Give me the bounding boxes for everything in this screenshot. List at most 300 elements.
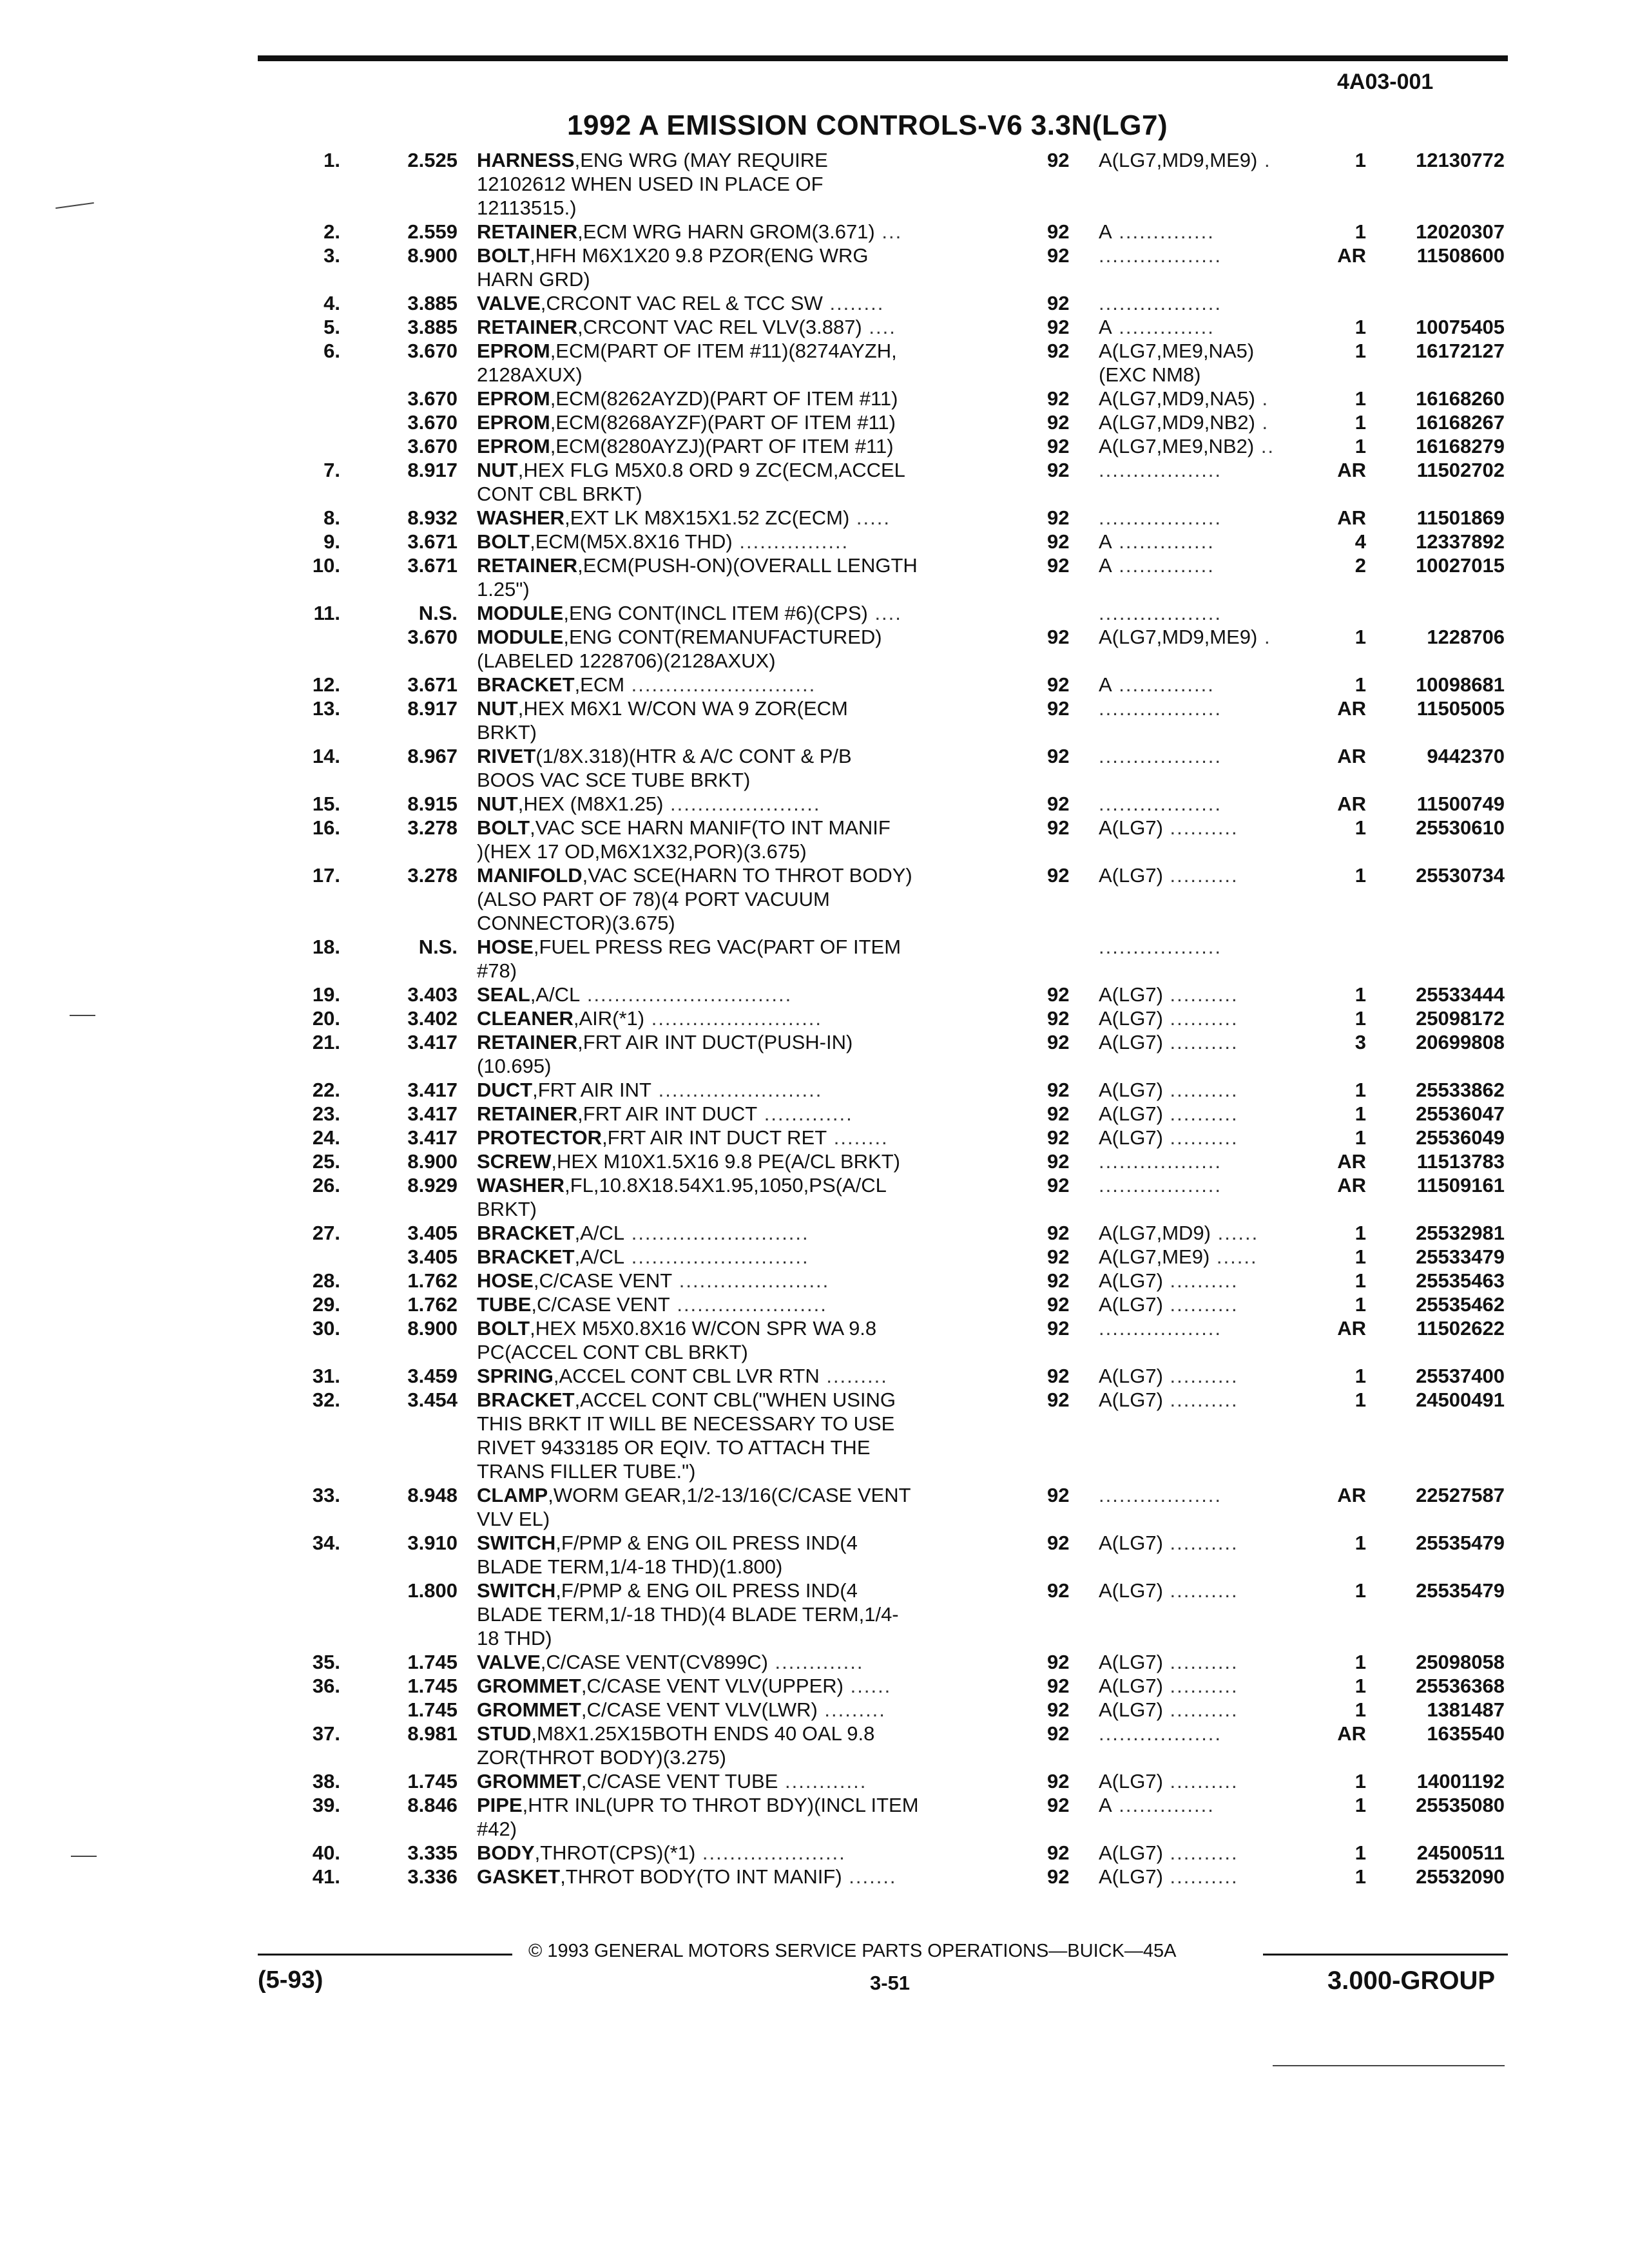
- leader-dots: ..............................: [580, 983, 793, 1006]
- part-row: [0, 1149, 1629, 1173]
- group-number: 3.417: [407, 1031, 458, 1053]
- part-number: 25530734: [1416, 864, 1505, 887]
- quantity: 1: [1354, 149, 1366, 171]
- description: [477, 1173, 1005, 1197]
- quantity: AR: [1337, 459, 1366, 481]
- description-text: (1/8X.318)(HTR & A/C CONT & P/B: [535, 745, 852, 767]
- leader-dots: .............: [757, 1102, 853, 1125]
- description: [477, 720, 1005, 744]
- part-row: [0, 220, 1629, 244]
- series-code: [1099, 315, 1311, 339]
- part-row: [0, 315, 1629, 339]
- group-number: 3.670: [407, 340, 458, 362]
- model-year: 92: [1047, 816, 1070, 839]
- model-year: 92: [1047, 1841, 1070, 1864]
- model-year: 92: [1047, 1722, 1070, 1745]
- series-text: (EXC NM8): [1099, 363, 1201, 386]
- item-number: 17.: [312, 864, 340, 887]
- group-number: 3.417: [407, 1102, 458, 1125]
- description-text: ,C/CASE VENT: [531, 1293, 670, 1316]
- series-code: [1099, 697, 1311, 720]
- series-text: A(LG7,ME9,NA5): [1099, 340, 1255, 362]
- part-name: SWITCH: [477, 1579, 556, 1602]
- description-text: ,ENG WRG (MAY REQUIRE: [574, 149, 828, 171]
- group-number: 1.745: [407, 1651, 458, 1673]
- part-number: 11513783: [1416, 1150, 1505, 1173]
- continuation-line: [0, 649, 1629, 673]
- description: [477, 768, 1005, 792]
- series-code: [1099, 816, 1311, 840]
- part-number: 16168260: [1416, 387, 1505, 410]
- item-number: 35.: [312, 1651, 340, 1673]
- part-row: [0, 1388, 1629, 1412]
- group-number: N.S.: [418, 936, 458, 958]
- description-text: (10.695): [477, 1055, 552, 1077]
- part-number: 25536047: [1416, 1102, 1505, 1125]
- group-number: 1.745: [407, 1675, 458, 1697]
- description: [477, 863, 1005, 887]
- description: [477, 410, 1005, 434]
- series-text: A: [1099, 673, 1112, 696]
- leader-dots: ...........................: [624, 673, 816, 696]
- series-code: [1099, 1126, 1311, 1149]
- part-number: 25098172: [1416, 1007, 1505, 1030]
- description: [477, 220, 1005, 244]
- part-name: VALVE: [477, 292, 541, 314]
- description: [477, 339, 1005, 363]
- description-text: 1.25"): [477, 578, 530, 601]
- date-code: (5-93): [258, 1966, 323, 1994]
- description-text: ,ECM WRG HARN GROM(3.671): [577, 220, 875, 243]
- item-number: 38.: [312, 1770, 340, 1792]
- page-number: 3-51: [870, 1972, 911, 1994]
- group-number: 3.671: [407, 530, 458, 553]
- series-code: [1099, 1483, 1311, 1507]
- continuation-line: [0, 1054, 1629, 1078]
- part-row: [0, 673, 1629, 697]
- continuation-line: [0, 482, 1629, 506]
- series-code: [1099, 1769, 1311, 1793]
- description: [477, 267, 1005, 291]
- part-row: [0, 983, 1629, 1006]
- part-number: 11502622: [1416, 1317, 1505, 1340]
- part-name: GASKET: [477, 1865, 561, 1888]
- quantity: 1: [1354, 1293, 1366, 1316]
- model-year: 92: [1047, 626, 1070, 648]
- description: [477, 1269, 1005, 1293]
- series-code: [1099, 291, 1311, 315]
- leader-dots: ..................: [1099, 697, 1222, 720]
- series-text: A(LG7,MD9): [1099, 1222, 1211, 1244]
- description: [477, 172, 1005, 196]
- part-row: [0, 863, 1629, 887]
- part-row: [0, 1269, 1629, 1293]
- group-number: 3.402: [407, 1007, 458, 1030]
- description: [477, 553, 1005, 577]
- description-text: ,FRT AIR INT DUCT RET: [602, 1126, 827, 1149]
- description-text: ,HEX FLG M5X0.8 ORD 9 ZC(ECM,ACCEL: [517, 459, 905, 481]
- part-name: VALVE: [477, 1651, 541, 1673]
- series-code: [1099, 363, 1311, 387]
- description: [477, 649, 1005, 673]
- leader-dots: ......: [1210, 1245, 1258, 1268]
- leader-dots: ....: [862, 316, 896, 338]
- description-text: ,ECM(8268AYZF)(PART OF ITEM #11): [550, 411, 896, 434]
- leader-dots: ..................: [1099, 1174, 1222, 1196]
- leader-dots: ........................: [651, 1079, 823, 1101]
- description-text: ,ACCEL CONT CBL("WHEN USING: [574, 1389, 896, 1411]
- part-name: PROTECTOR: [477, 1126, 602, 1149]
- part-number: 12020307: [1416, 220, 1505, 243]
- quantity: 1: [1354, 1675, 1366, 1697]
- item-number: 18.: [312, 936, 340, 958]
- part-number: 11500749: [1416, 793, 1505, 815]
- leader-dots: ......: [843, 1675, 892, 1697]
- part-row: [0, 1841, 1629, 1865]
- part-number: 25533862: [1416, 1079, 1505, 1101]
- part-row: [0, 458, 1629, 482]
- item-number: 13.: [312, 697, 340, 720]
- quantity: 1: [1354, 1222, 1366, 1244]
- part-number: 25535463: [1416, 1269, 1505, 1292]
- leader-dots: ..........................: [624, 1245, 809, 1268]
- description: [477, 983, 1005, 1006]
- part-row: [0, 792, 1629, 816]
- part-number: 11508600: [1416, 244, 1505, 267]
- part-name: NUT: [477, 697, 518, 720]
- item-number: 29.: [312, 1293, 340, 1316]
- part-row: [0, 1865, 1629, 1888]
- part-number: 11505005: [1416, 697, 1505, 720]
- part-name: NUT: [477, 459, 518, 481]
- part-name: BOLT: [477, 530, 530, 553]
- description-text: ,CRCONT VAC REL VLV(3.887): [577, 316, 862, 338]
- part-row: [0, 1698, 1629, 1722]
- series-text: A(LG7): [1099, 816, 1163, 839]
- model-year: 92: [1047, 1245, 1070, 1268]
- group-number: 1.762: [407, 1269, 458, 1292]
- continuation-line: [0, 1602, 1629, 1626]
- part-name: GROMMET: [477, 1770, 581, 1792]
- description-text: BOOS VAC SCE TUBE BRKT): [477, 769, 751, 791]
- leader-dots: ......................: [670, 1293, 827, 1316]
- leader-dots: ..................: [1099, 793, 1222, 815]
- leader-dots: ..........: [1162, 1293, 1239, 1316]
- part-row: [0, 1102, 1629, 1126]
- series-text: A(LG7): [1099, 1102, 1163, 1125]
- item-number: 40.: [312, 1841, 340, 1864]
- quantity: 1: [1354, 983, 1366, 1006]
- quantity: 1: [1354, 626, 1366, 648]
- continuation-line: [0, 1412, 1629, 1436]
- leader-dots: ..................: [1099, 459, 1222, 481]
- item-number: 33.: [312, 1484, 340, 1506]
- leader-dots: ..............: [1112, 530, 1215, 553]
- item-number: 6.: [323, 340, 340, 362]
- description: [477, 673, 1005, 697]
- group-number: 8.929: [407, 1174, 458, 1196]
- description: [477, 935, 1005, 959]
- group-number: 1.745: [407, 1698, 458, 1721]
- description-text: ,C/CASE VENT TUBE: [581, 1770, 778, 1792]
- group-number: 3.671: [407, 673, 458, 696]
- item-number: 24.: [312, 1126, 340, 1149]
- leader-dots: ........: [827, 1126, 889, 1149]
- part-name: RETAINER: [477, 1102, 578, 1125]
- series-code: [1099, 792, 1311, 816]
- part-number: 25536368: [1416, 1675, 1505, 1697]
- series-code: [1099, 673, 1311, 697]
- leader-dots: ..........: [1162, 1079, 1239, 1101]
- model-year: 92: [1047, 435, 1070, 457]
- description-text: ,ECM(8280AYZJ)(PART OF ITEM #11): [550, 435, 894, 457]
- description: [477, 387, 1005, 410]
- quantity: AR: [1337, 506, 1366, 529]
- leader-dots: ..................: [1099, 936, 1222, 958]
- quantity: 1: [1354, 411, 1366, 434]
- continuation-line: [0, 887, 1629, 911]
- description-text: ,C/CASE VENT VLV(LWR): [581, 1698, 818, 1721]
- model-year: 92: [1047, 745, 1070, 767]
- quantity: AR: [1337, 244, 1366, 267]
- model-year: 92: [1047, 1675, 1070, 1697]
- description-text: THIS BRKT IT WILL BE NECESSARY TO USE: [477, 1412, 895, 1435]
- part-row: [0, 434, 1629, 458]
- part-number: 25535479: [1416, 1532, 1505, 1554]
- model-year: 92: [1047, 1174, 1070, 1196]
- model-year: 92: [1047, 316, 1070, 338]
- leader-dots: ....: [867, 602, 902, 624]
- series-code: [1099, 1316, 1311, 1340]
- quantity: AR: [1337, 1150, 1366, 1173]
- series-code: [1099, 1674, 1311, 1698]
- item-number: 2.: [323, 220, 340, 243]
- series-text: A(LG7): [1099, 1293, 1163, 1316]
- model-year: 92: [1047, 411, 1070, 434]
- item-number: 39.: [312, 1794, 340, 1816]
- leader-dots: ................: [732, 530, 849, 553]
- part-name: CLAMP: [477, 1484, 548, 1506]
- part-row: [0, 1126, 1629, 1149]
- description: [477, 1459, 1005, 1483]
- series-text: A(LG7): [1099, 1389, 1163, 1411]
- description-text: ,VAC SCE(HARN TO THROT BODY): [582, 864, 912, 887]
- leader-dots: .: [1255, 411, 1269, 434]
- model-year: 92: [1047, 1389, 1070, 1411]
- model-year: 92: [1047, 1651, 1070, 1673]
- continuation-line: [0, 1555, 1629, 1579]
- continuation-line: [0, 1340, 1629, 1364]
- description: [477, 577, 1005, 601]
- quantity: AR: [1337, 793, 1366, 815]
- part-row: [0, 601, 1629, 625]
- leader-dots: ..........: [1162, 983, 1239, 1006]
- part-name: SEAL: [477, 983, 530, 1006]
- part-name: TUBE: [477, 1293, 532, 1316]
- group-number: 3.336: [407, 1865, 458, 1888]
- part-name: RETAINER: [477, 1031, 578, 1053]
- group-number: 3.454: [407, 1389, 458, 1411]
- group-number: 8.900: [407, 1150, 458, 1173]
- model-year: 92: [1047, 1269, 1070, 1292]
- description-text: ,ENG CONT(REMANUFACTURED): [563, 626, 882, 648]
- group-number: N.S.: [418, 602, 458, 624]
- series-code: [1099, 434, 1311, 458]
- description: [477, 697, 1005, 720]
- description-text: ,HEX M5X0.8X16 W/CON SPR WA 9.8: [530, 1317, 877, 1340]
- description-text: ,FRT AIR INT DUCT(PUSH-IN): [577, 1031, 853, 1053]
- part-number: 16168279: [1416, 435, 1505, 457]
- description-text: ,FRT AIR INT DUCT: [577, 1102, 758, 1125]
- continuation-line: [0, 172, 1629, 196]
- group-number: 3.885: [407, 292, 458, 314]
- series-text: A(LG7,ME9): [1099, 1245, 1210, 1268]
- part-row: [0, 816, 1629, 840]
- model-year: 92: [1047, 1007, 1070, 1030]
- part-name: GROMMET: [477, 1675, 581, 1697]
- group-number: 8.915: [407, 793, 458, 815]
- part-number: 12130772: [1416, 149, 1505, 171]
- description: [477, 196, 1005, 220]
- group-number: 2.525: [407, 149, 458, 171]
- series-code: [1099, 1245, 1311, 1269]
- part-number: 25530610: [1416, 816, 1505, 839]
- series-text: A: [1099, 530, 1112, 553]
- model-year: 92: [1047, 459, 1070, 481]
- continuation-line: [0, 768, 1629, 792]
- part-number: 25533444: [1416, 983, 1505, 1006]
- model-year: 92: [1047, 1365, 1070, 1387]
- part-row: [0, 339, 1629, 363]
- group-number: 8.846: [407, 1794, 458, 1816]
- part-name: BRACKET: [477, 1245, 575, 1268]
- leader-dots: ..........: [1162, 1651, 1239, 1673]
- continuation-line: [0, 1507, 1629, 1531]
- description: [477, 1722, 1005, 1745]
- scan-mark: [1273, 2065, 1505, 2066]
- group-number: 8.981: [407, 1722, 458, 1745]
- leader-dots: .............: [767, 1651, 864, 1673]
- part-number: 11509161: [1416, 1174, 1505, 1196]
- leader-dots: .: [1255, 387, 1269, 410]
- description-text: )(HEX 17 OD,M6X1X32,POR)(3.675): [477, 840, 807, 863]
- description-text: ,ECM: [574, 673, 625, 696]
- model-year: 92: [1047, 387, 1070, 410]
- model-year: 92: [1047, 793, 1070, 815]
- leader-dots: ..................: [1099, 745, 1222, 767]
- continuation-line: [0, 720, 1629, 744]
- leader-dots: ..................: [1099, 1722, 1222, 1745]
- quantity: 1: [1354, 1698, 1366, 1721]
- description-text: BLADE TERM,1/-18 THD)(4 BLADE TERM,1/4-: [477, 1603, 899, 1626]
- model-year: 92: [1047, 1222, 1070, 1244]
- description-text: BRKT): [477, 721, 537, 744]
- quantity: 1: [1354, 1102, 1366, 1125]
- quantity: 1: [1354, 1245, 1366, 1268]
- description-text: ,C/CASE VENT(CV899C): [540, 1651, 768, 1673]
- leader-dots: ..........: [1162, 1269, 1239, 1292]
- leader-dots: ..........: [1162, 1579, 1239, 1602]
- quantity: 1: [1354, 1579, 1366, 1602]
- item-number: 5.: [323, 316, 340, 338]
- footer-rule-left: [258, 1954, 512, 1956]
- item-number: 11.: [313, 602, 340, 624]
- series-text: A: [1099, 554, 1112, 577]
- part-name: HOSE: [477, 936, 534, 958]
- quantity: 1: [1354, 220, 1366, 243]
- leader-dots: ..............: [1112, 220, 1215, 243]
- model-year: 92: [1047, 1794, 1070, 1816]
- quantity: 1: [1354, 1269, 1366, 1292]
- leader-dots: ..................: [1099, 244, 1222, 267]
- description-text: 2128AXUX): [477, 363, 583, 386]
- description: [477, 1698, 1005, 1722]
- description: [477, 434, 1005, 458]
- series-code: [1099, 1149, 1311, 1173]
- model-year: 92: [1047, 149, 1070, 171]
- part-row: [0, 1316, 1629, 1340]
- leader-dots: ..............: [1112, 316, 1215, 338]
- description: [477, 315, 1005, 339]
- description: [477, 1555, 1005, 1579]
- item-number: 25.: [312, 1150, 340, 1173]
- scan-mark: [71, 1856, 97, 1857]
- series-code: [1099, 1293, 1311, 1316]
- part-number: 9442370: [1427, 745, 1505, 767]
- group-number: 3.670: [407, 435, 458, 457]
- description: [477, 601, 1005, 625]
- description: [477, 1483, 1005, 1507]
- leader-dots: ..........................: [624, 1222, 809, 1244]
- part-name: RETAINER: [477, 220, 578, 243]
- description-text: ,HEX M6X1 W/CON WA 9 ZOR(ECM: [517, 697, 848, 720]
- part-number: 16168267: [1416, 411, 1505, 434]
- description: [477, 1126, 1005, 1149]
- series-code: [1099, 983, 1311, 1006]
- quantity: 1: [1354, 1532, 1366, 1554]
- description: [477, 1030, 1005, 1054]
- leader-dots: ..........: [1162, 816, 1239, 839]
- leader-dots: ..........: [1162, 1698, 1239, 1721]
- part-number: 12337892: [1416, 530, 1505, 553]
- group-number: 3.459: [407, 1365, 458, 1387]
- leader-dots: ..........: [1162, 1365, 1239, 1387]
- series-text: A(LG7,MD9,ME9): [1099, 626, 1258, 648]
- description: [477, 816, 1005, 840]
- model-year: 92: [1047, 1079, 1070, 1101]
- description-text: HARN GRD): [477, 268, 590, 291]
- description-text: ,THROT(CPS)(*1): [534, 1841, 696, 1864]
- model-year: 92: [1047, 244, 1070, 267]
- quantity: 1: [1354, 1794, 1366, 1816]
- part-name: WASHER: [477, 1174, 565, 1196]
- item-number: 14.: [312, 745, 340, 767]
- item-number: 28.: [312, 1269, 340, 1292]
- part-row: [0, 1030, 1629, 1054]
- leader-dots: ...: [874, 220, 903, 243]
- part-name: EPROM: [477, 387, 550, 410]
- description: [477, 482, 1005, 506]
- leader-dots: ..........: [1162, 1102, 1239, 1125]
- series-code: [1099, 1579, 1311, 1602]
- description-text: PC(ACCEL CONT CBL BRKT): [477, 1341, 748, 1363]
- group-number: 8.900: [407, 244, 458, 267]
- leader-dots: ........: [822, 292, 885, 314]
- parts-list: [0, 148, 1629, 1888]
- group-number: 3.670: [407, 387, 458, 410]
- copyright-text: © 1993 GENERAL MOTORS SERVICE PARTS OPERATIONS—BUICK—45A: [528, 1941, 1177, 1961]
- description-text: 12102612 WHEN USED IN PLACE OF: [477, 173, 824, 195]
